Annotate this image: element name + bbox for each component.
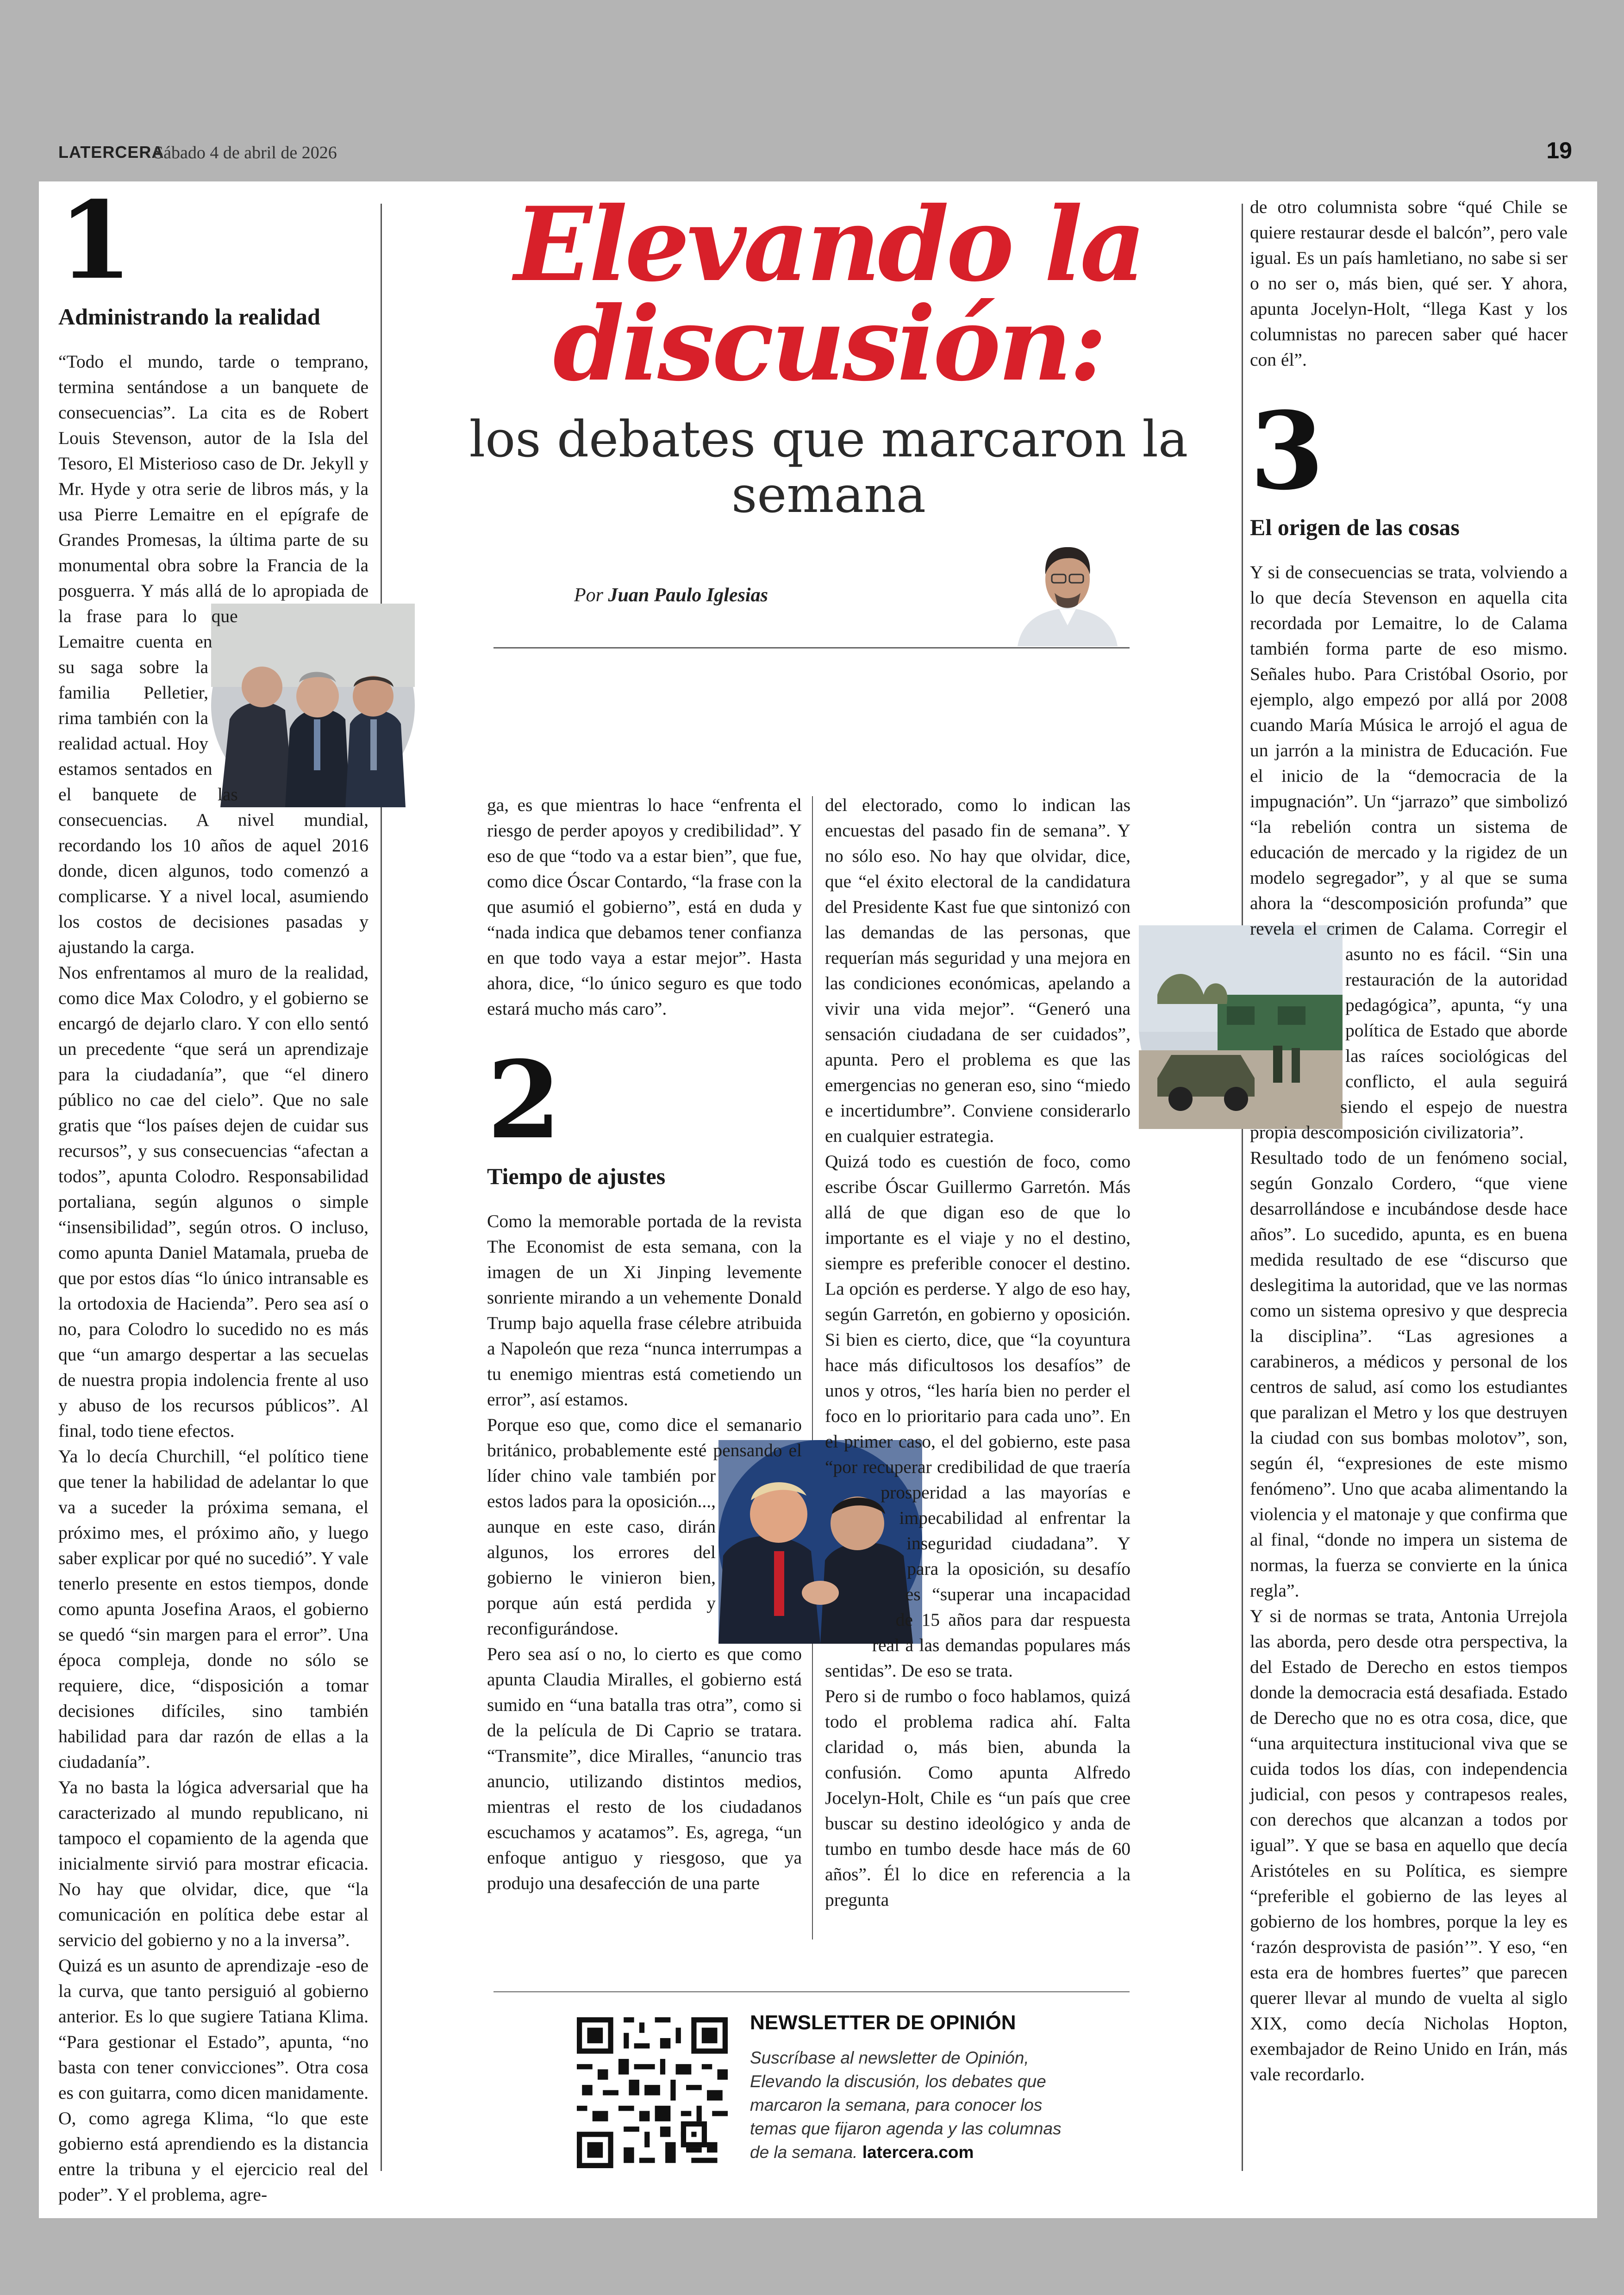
byline: Por Juan Paulo Iglesias — [574, 585, 768, 606]
column-4: de otro columnista sobre “qué Chile se quiere restaurar desde el balcón”, pero vale igual. Es un país hamletiano, no sabe si ser o no ser o, más bien, qué ser. Y ahora, apunta Jocelyn-Holt, “llega Kast y los columnistas no parecen saber qué hacer con él”. 3 El origen de las cosas Y si de consecuencias se trata, volviendo a lo que decía Stevenson en aquella cita recordada por Lemaitre, lo de Calama también forma parte de eso mismo. Señales hubo. Para Cristóbal Osorio, por ejemplo, algo empezó por allá por 2008 cuando María Música le arrojó el agua de un jarrón a la ministra de Educación. Fue el inicio de la “democracia de la impugnación”. Un “jarrazo” que simbolizó “la rebelión contra un sistema de educación de mercado y la rigidez de un modelo segregador”, y al que se suma ahora la “descomposición profunda” que revela el crimen de Calama. Corregir el asunto no es fácil. “Sin una restauración de la autoridad pedagógica”, apunta, “y una política de Estado que aborde las raíces sociológicas del conflicto, el aula seguirá siendo el espejo de nuestra propia descomposición civilizatoria”. Resultado todo de un fenómeno social, según Gonzalo Cordero, “que viene desarrollándose e incubándose desde hace años”. Lo sucedido, apunta, es en buena medida resultado de ese “discurso que deslegitima la autoridad, que ve las normas como un sistema opresivo y que desprecia la disciplina”. “Las agresiones a carabineros, a médicos y personal de los centros de salud, así como los estudiantes que paralizan el Metro y los que destruyen la ciudad con sus bombas molotov”, son, según él, “expresiones de este mismo fenómeno”. Uno que acaba alimentando la violencia y el matonaje y que confirma que al final, “donde no impera un sistema de normas, la fuerza se convierte en la única regla”. Y si de normas se trata, Antonia Urrejola las aborda, pero desde otra perspectiva, la del Estado de Derecho en estos tiempos donde la democracia está desafiada. Estado de Derecho que no es otra cosa, dice, que “una arquitectura institucional viva que se cuida todos los días, con independencia judicial, con pesos y contrapesos reales, con derechos que alcanzan a todos por igual”. Y que se basa en aquello que decía Aristóteles en su Política, es siempre “preferible el gobierno de las leyes al gobierno de los hombres, porque la ley es ‘razón desprovista de pasión’”. Y eso, “en esta era de hombres fuertes” que parecen querer llevar al mundo de vuelta al siglo XIX, como decía Nicholas Hopton, exembajador de Reino Unido en Irán, más vale recordarlo. — [1250, 194, 1568, 2176]
section-title-1: Administrando la realidad — [58, 304, 320, 330]
section-number-3: 3 — [1250, 389, 1322, 514]
section-number-1: 1 — [58, 178, 130, 303]
column-2: ga, es que mientras lo hace “enfrenta el riesgo de perder apoyos y credibilidad”. Y eso de que “todo va a estar bien”, que fue, como dice Óscar Contardo, “la frase con la que asumió el gobierno”, está en duda y “nada indica que debamos tener confianza en que todo vaya a estar mejor”. Hasta ahora, dice, “lo único seguro es que todo estará mucho más caro”. 2 Tiempo de ajustes Como la memorable portada de la revista The Economist de esta semana, con la imagen de un Xi Jinping levemente sonriente mirando a un vehemente Donald Trump bajo aquella frase célebre atribuida a Napoleón que reza “nunca interrumpas a tu enemigo mientras está cometiendo un error”, así estamos. Porque eso que, como dice el semanario británico, probablemente esté pensando el líder chino vale también por estos lados para la oposición..., aunque en este caso, dirán algunos, los errores del gobierno le vinieron bien, porque aún está perdida y reconfigurándose. Pero sea así o no, lo cierto es que como apunta Claudia Miralles, el gobierno está sumido en “una batalla tras otra”, como si de la película de Di Caprio se tratara. “Transmite”, dice Miralles, “anuncio tras anuncio, utilizando distintos medios, mientras el resto de los ciudadanos escuchamos y acatamos”. Es, agrega, “un enfoque antiguo y riesgoso, que ya produjo una desafección de una parte — [487, 792, 802, 1945]
column-divider-center — [812, 796, 813, 1940]
masthead-brand: LATERCERA — [58, 143, 164, 162]
section-3-lead: de otro columnista sobre “qué Chile se quiere restaurar desde el balcón”, pero vale igual. Es un país hamletiano, no sabe si ser o no ser o, más bien, qué ser. Y ahora, apunta Jocelyn-Holt, “llega Kast y los columnistas no parecen saber qué hacer con él”. — [1250, 197, 1568, 370]
photo-calama-school — [1139, 925, 1343, 1129]
section-2-lead: ga, es que mientras lo hace “enfrenta el riesgo de perder apoyos y credibilidad”. Y eso de que “todo va a estar bien”, que fue, como dice Óscar Contardo, “la frase con la que asumió el gobierno”, está en duda y “nada indica que debamos tener confianza en que todo vaya a estar mejor”. Hasta ahora, dice, “lo único seguro es que todo estará mucho más caro”. — [487, 795, 802, 1019]
page-number: 19 — [1546, 137, 1572, 163]
photo-politicians — [211, 604, 415, 807]
column-divider-right — [1242, 204, 1243, 2171]
issue-date: Sábado 4 de abril de 2026 — [154, 143, 337, 162]
section-title-3: El origen de las cosas — [1250, 514, 1460, 540]
column-1: 1 Administrando la realidad “Todo el mundo, tarde o temprano, termina sentándose a un banquete de consecuencias”. La cita es de Robert Louis Stevenson, autor de la Isla del Tesoro, El Misterioso caso de Dr. Jekyll y Mr. Hyde y otra serie de libros más, y la usa Pierre Lemaitre en el epígrafe de Grandes Promesas, la última parte de su monumental obra sobre la Francia de la posguerra. Y más allá de lo apropiada de la frase para lo que Lemaitre cuenta en su saga sobre la familia Pelletier, rima también con la realidad actual. Hoy estamos sentados en el banquete de las consecuencias. A nivel mundial, recordando los 10 años de aquel 2016 donde, dicen algunos, todo comenzó a complicarse. Y a nivel local, asumiendo los costos de decisiones pasadas y ajustando la carga. Nos enfrentamos al muro de la realidad, como dice Max Colodro, y el gobierno se encargó de dejarlo claro. Y con ello sentó un precedente “que será un aprendizaje para la ciudadanía”, que “el dinero público no cae del cielo”. Que no sale gratis que “los países dejen de cuidar sus recursos”, y sus consecuencias “afectan a todos”, apunta Colodro. Responsabilidad portaliana, según algunos o simple “insensibilidad”, según otros. O incluso, como apunta Daniel Matamala, prueba de que por estos días “lo único intransable es la ortodoxia de Hacienda”. Pero sea así o no, para Colodro lo sucedido no es más que “un amargo despertar a las secuelas de nuestra propia indolencia frente al uso y abuso de los recursos públicos”. Al final, todo tiene efectos. Ya lo decía Churchill, “el político tiene que tener la habilidad de adelantar lo que va a suceder la próxima semana, el próximo mes, el próximo año, y luego saber explicar por qué no sucedió”. Y vale tenerlo presente en estos tiempos, donde como apunta Josefina Araos, el gobierno se quedó “sin margen para el error”. Una época compleja, donde no sólo se requiere, dice, “disposición a tomar decisiones difíciles, sino también habilidad para dar razón de ellas a la ciudadanía”. Ya no basta la lógica adversarial que ha caracterizado al mundo republicano, ni tampoco el copamiento de la agenda que inicialmente sirvió para mostrar eficacia. No hay que olvidar, dice, que “la comunicación en política debe estar al servicio del gobierno y no a la inversa”. Quizá es un asunto de aprendizaje -eso de la curva, que tanto persiguió al gobierno anterior. Es lo que sugiere Tatiana Klima. “Para gestionar el Estado”, apunta, “no basta con tener convicciones”. Otra cosa es con guitarra, como dicen manidamente. O, como agrega Klima, “lo que este gobierno está aprendiendo es la distancia entre la tribuna y el ejercicio real del poder”. Y el problema, agre- — [58, 194, 369, 2176]
section-title-2: Tiempo de ajustes — [487, 1163, 666, 1189]
author-photo — [1004, 530, 1131, 646]
headline-rule — [493, 647, 1130, 649]
headline-title: Elevando la discusión: — [514, 184, 1143, 404]
newsletter-qr-code[interactable] — [577, 2017, 728, 2168]
column-3: del electorado, como lo indican las encuestas del pasado fin de semana”. Y no sólo eso. No hay que olvidar, dice, que “el éxito electoral de la candidatura del Presidente Kast fue que sintonizó con las demandas de las personas, que requerían más seguridad y una mejora en las condiciones económicas, apelando a vivir una vida mejor”. “Generó una sensación ciudadana de ser cuidados”, apunta. Pero el problema es que las emergencias no generan eso, sino “miedo e incertidumbre”. Conviene considerarlo en cualquier estrategia. Quizá todo es cuestión de foco, como escribe Óscar Guillermo Garretón. Más allá de que digan eso de que lo importante es el viaje y no el destino, siempre es preferible conocer el destino. La opción es perderse. Y algo de eso hay, según Garretón, en gobierno y oposición. Si bien es cierto, dice, que “la coyuntura hace más dificultosos los desafíos” de unos y otros, “les haría bien no perder el foco en lo prioritario para cada uno”. En el primer caso, el del gobierno, este pasa “por recuperar credibilidad de que traería prosperidad a las mayorías e impecabilidad al enfrentar la inseguridad ciudadana”. Y para la oposición, su desafío es “superar una incapacidad de 15 años para dar respuesta real a las demandas populares más sentidas”. De eso se trata. Pero si de rumbo o foco hablamos, quizá todo el problema radica ahí. Falta claridad o, más bien, abunda la confusión. Como apunta Alfredo Jocelyn-Holt, Chile es “un país que cree buscar su destino ideológico y anda de tumbo en tumbo desde hace más de 60 años”. Él lo dice en referencia a la pregunta — [825, 795, 1131, 1910]
headline-subtitle: los debates que marcaron la semana — [469, 411, 1188, 524]
newsletter-rule — [493, 1991, 1130, 1992]
author-name: Juan Paulo Iglesias — [608, 585, 768, 606]
column-divider-left — [381, 204, 382, 2171]
newsletter-text: Suscríbase al newsletter de Opinión, Elevando la discusión, los debates que marcaron la semana, para conocer los temas que fijaron agenda y las columnas de la semana. latercera.com — [750, 2048, 1062, 2162]
newsletter-link[interactable]: latercera.com — [862, 2143, 974, 2162]
section-number-2: 2 — [487, 1038, 559, 1163]
newsletter-title: NEWSLETTER DE OPINIÓN — [750, 2011, 1016, 2034]
page-header — [58, 137, 1572, 166]
